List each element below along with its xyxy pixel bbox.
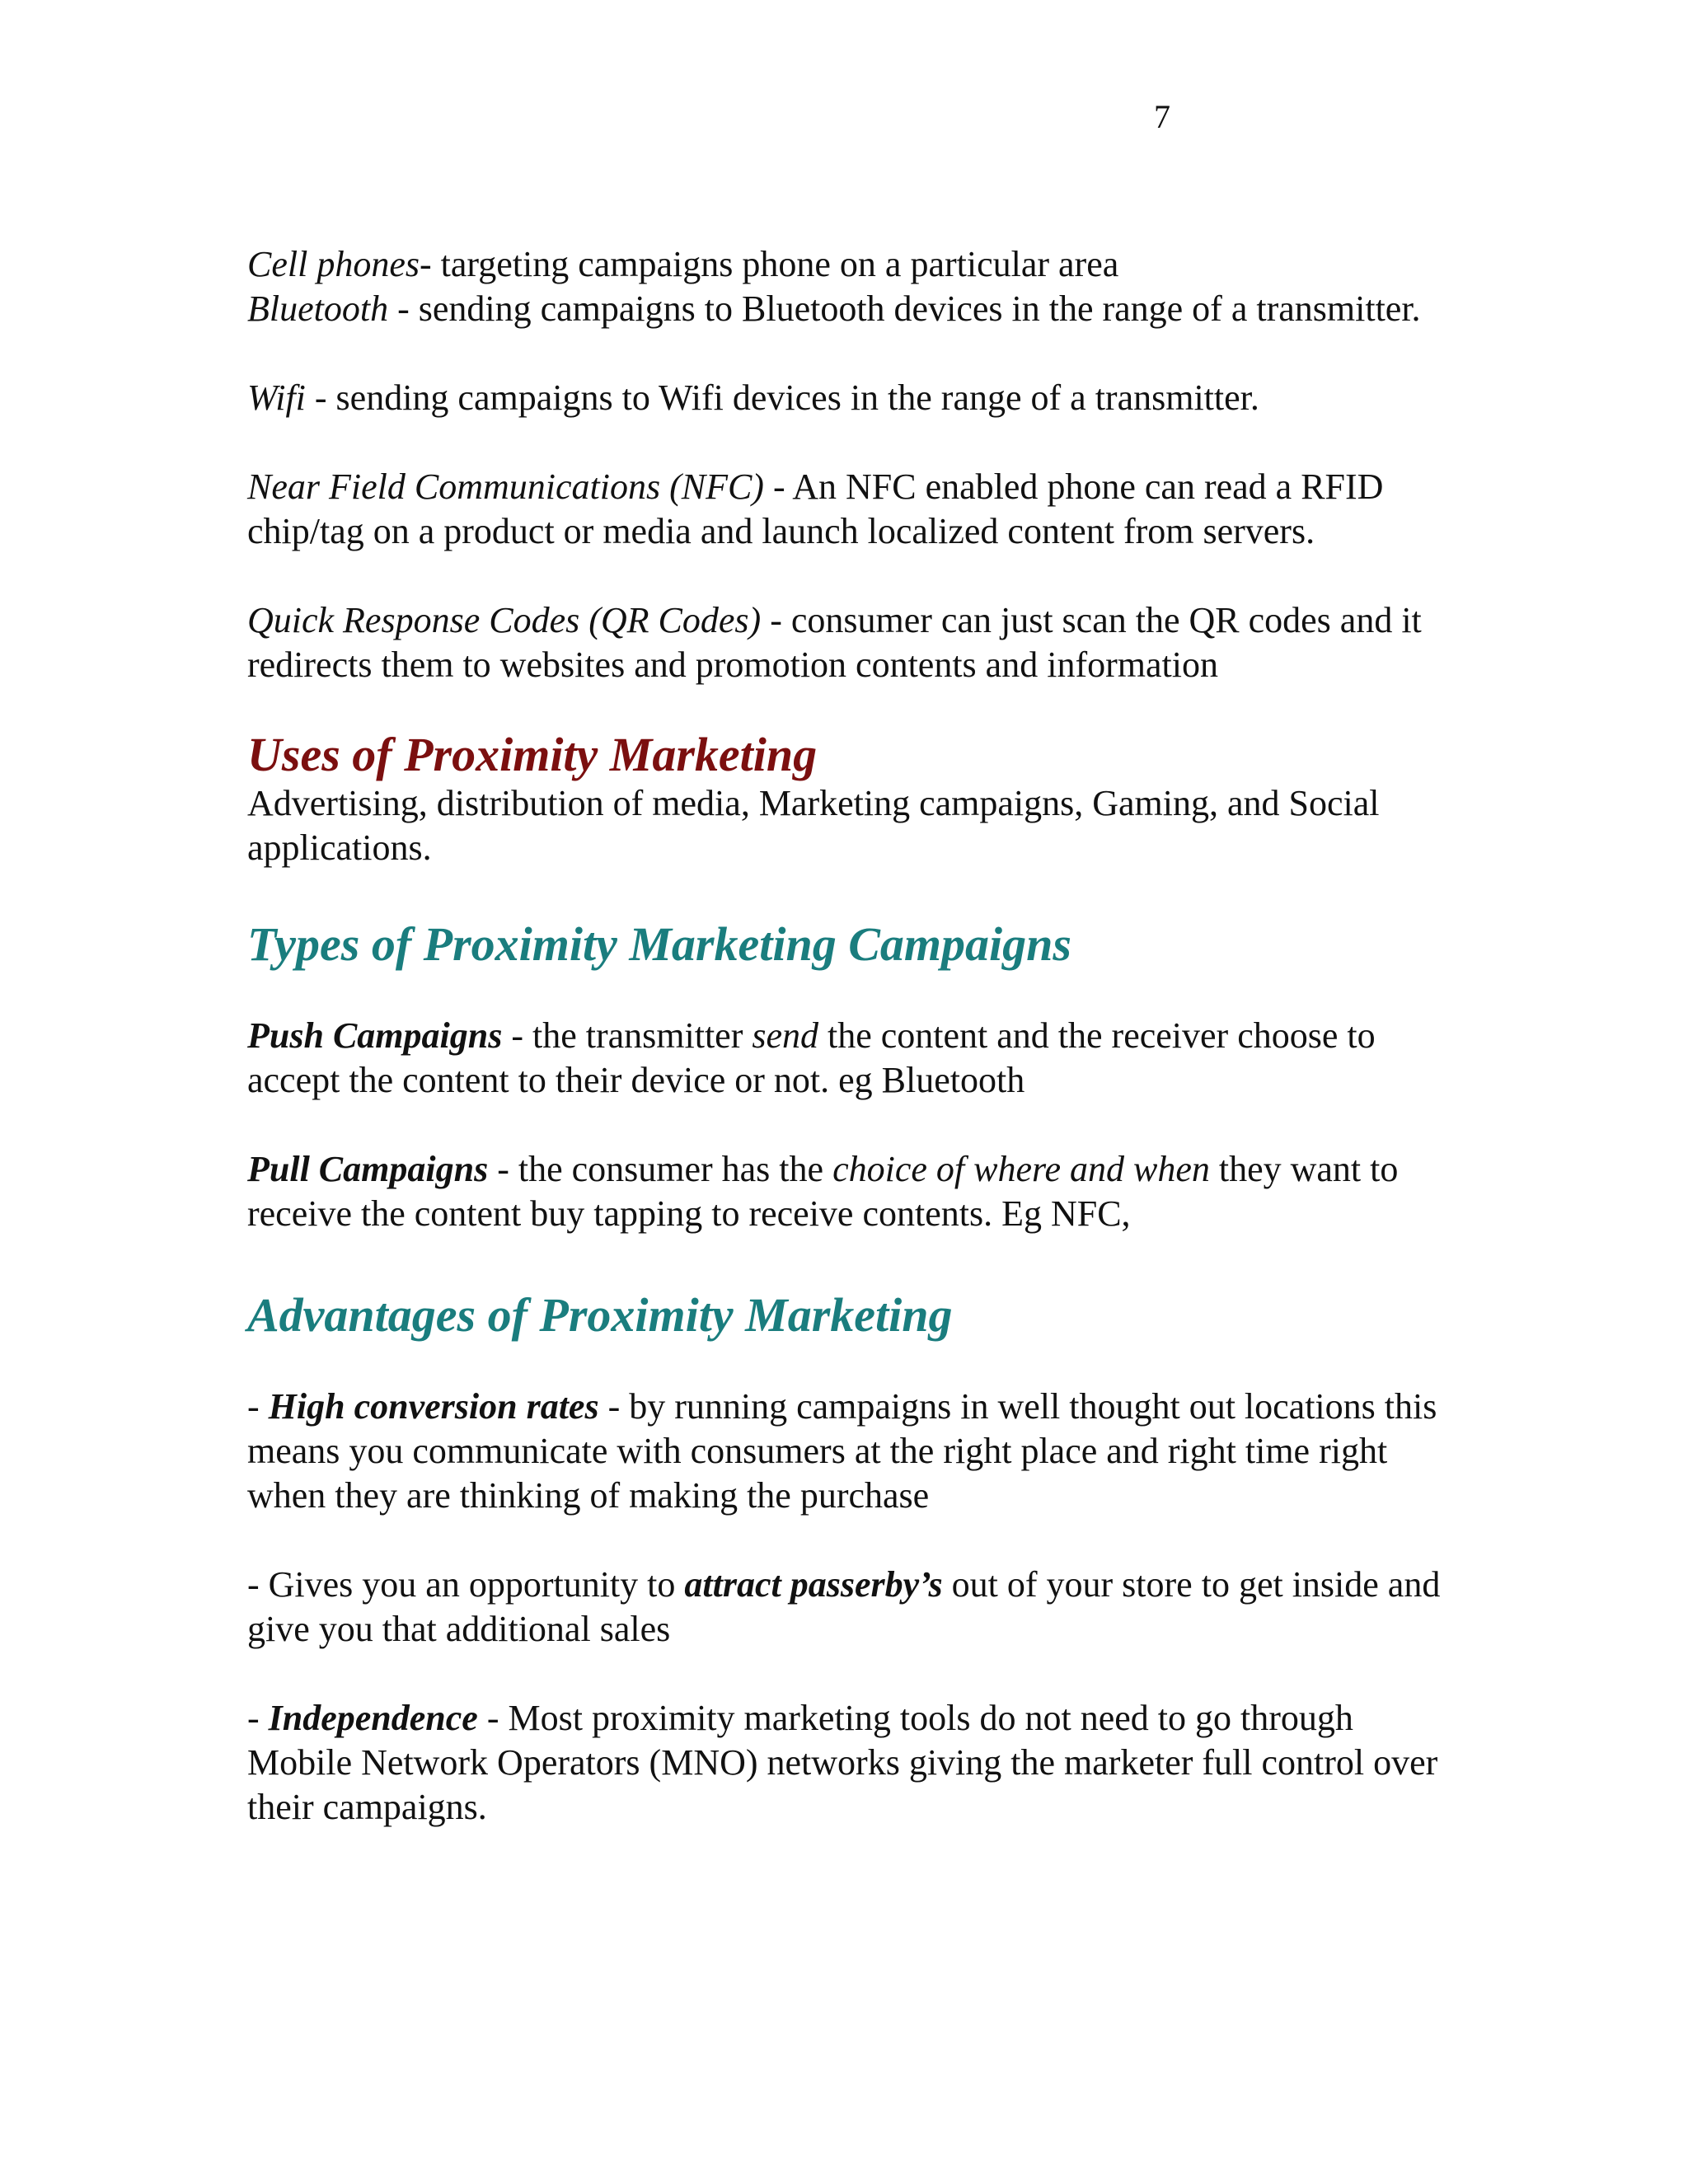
page-number: 7: [1154, 98, 1170, 135]
channel-text: - consumer can just scan the QR codes and it redirects them to websites and promotion contents and information: [247, 600, 1422, 685]
advantage-term: High conversion rates: [268, 1386, 599, 1427]
uses-text: Advertising, distribution of media, Marketing campaigns, Gaming, and Social applications.: [247, 783, 1380, 868]
advantage-prefix: - Gives you an opportunity to: [247, 1564, 685, 1605]
channel-term: Wifi: [247, 377, 306, 418]
pull-emphasis: choice of where and when: [832, 1149, 1210, 1189]
page-content: [247, 242, 1451, 1830]
advantage-text: - Most proximity marketing tools do not need to go through Mobile Network Operators (MNO) networks giving the marketer full control over their campaigns.: [247, 1698, 1438, 1827]
pull-text-a: - the consumer has the: [488, 1149, 833, 1189]
channel-nfc: [247, 465, 1451, 554]
channel-wifi: [247, 376, 1451, 420]
advantage-term: attract passerby’s: [684, 1564, 943, 1605]
channel-text: - targeting campaigns phone on a particular area: [419, 244, 1119, 284]
channel-text: - sending campaigns to Wifi devices in the range of a transmitter.: [305, 377, 1259, 418]
channel-bluetooth: [247, 287, 1451, 331]
advantage-prefix: -: [247, 1698, 269, 1738]
advantage-text: out of your store to get inside and give you that additional sales: [247, 1564, 1441, 1649]
pull-text-b: they want to receive the content buy tapping to receive contents. Eg NFC,: [247, 1149, 1399, 1234]
channel-term: Quick Response Codes (QR Codes): [247, 600, 762, 640]
advantage-term: Independence: [268, 1698, 478, 1738]
uses-heading: Uses of Proximity Marketing: [247, 728, 818, 781]
push-campaigns-paragraph: [247, 1014, 1451, 1103]
channel-term: Near Field Communications (NFC): [247, 466, 764, 507]
pull-campaigns-term: Pull Campaigns: [247, 1149, 489, 1189]
push-text-b: the content and the receiver choose to accept the content to their device or not. eg Bluetooth: [247, 1015, 1376, 1100]
advantage-attract-passerby: [247, 1563, 1451, 1652]
advantage-text: - by running campaigns in well thought out locations this means you communicate with consumers at the right place and right time right when they are thinking of making the purchase: [247, 1386, 1437, 1516]
push-text-a: - the transmitter: [502, 1015, 753, 1056]
push-campaigns-term: Push Campaigns: [247, 1015, 503, 1056]
push-emphasis: send: [752, 1015, 819, 1056]
pull-campaigns-paragraph: [247, 1147, 1451, 1236]
channel-qr-codes: [247, 598, 1451, 687]
advantage-independence: [247, 1696, 1451, 1830]
advantage-high-conversion: [247, 1385, 1451, 1518]
channel-cell-phones: [247, 242, 1451, 287]
advantage-prefix: -: [247, 1386, 269, 1427]
channel-term: Cell phones: [247, 244, 420, 284]
advantages-heading: Advantages of Proximity Marketing: [247, 1288, 953, 1342]
channel-term: Bluetooth: [247, 288, 389, 329]
types-heading: Types of Proximity Marketing Campaigns: [247, 917, 1071, 971]
channel-text: - sending campaigns to Bluetooth devices in the range of a transmitter.: [388, 288, 1421, 329]
channel-text: - An NFC enabled phone can read a RFID chip/tag on a product or media and launch localized content from servers.: [247, 466, 1384, 551]
